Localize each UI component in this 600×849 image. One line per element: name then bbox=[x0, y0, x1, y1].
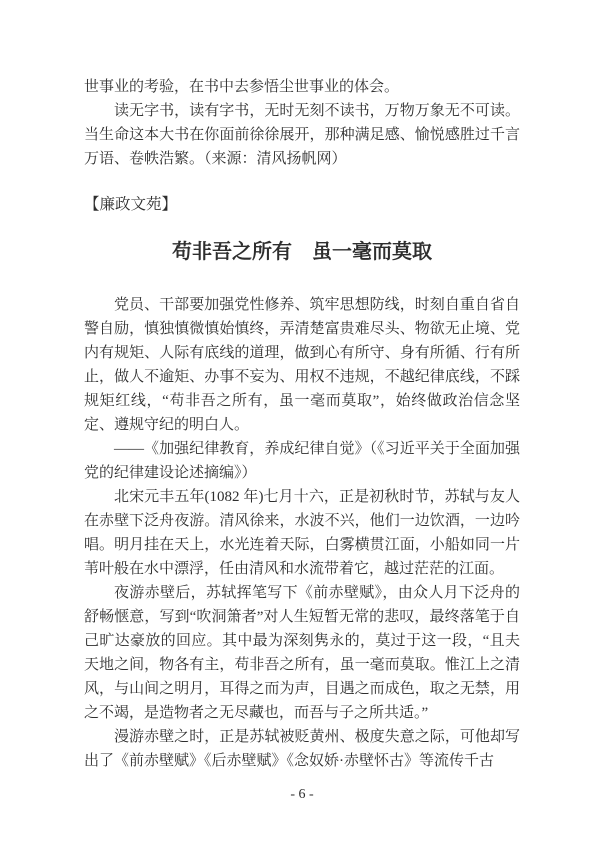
intro-section bbox=[84, 75, 520, 171]
article-body bbox=[84, 293, 520, 773]
paragraph: 漫游赤壁之时，正是苏轼被贬黄州、极度失意之际，可他却写出了《前赤壁赋》《后赤壁赋》《念奴娇·赤壁怀古》等流传千古 bbox=[84, 729, 520, 769]
paragraph: 读无字书，读有字书，无时无刻不读书，万物万象无不可读。当生命这本大书在你面前徐徐展开，那种满足感、愉悦感胜过千言万语、卷帙浩繁。（来源：清风扬帆网） bbox=[84, 103, 520, 167]
section-header: 【廉政文苑】 bbox=[84, 196, 178, 213]
paragraph: 党员、干部要加强党性修养、筑牢思想防线，时刻自重自省自警自励，慎独慎微慎始慎终，弄清楚富贵难尽头、物欲无止境、党内有规矩、人际有底线的道理，做到心有所守、身有所循、行有所止，做人不逾矩、办事不妄为、用权不违规，不越纪律底线，不踩规矩红线，“苟非吾之所有，虽一毫而莫取”，始终做政治信念坚定、遵规守纪的明白人。 bbox=[84, 297, 520, 433]
paragraph: 世事业的考验，在书中去参悟尘世事业的体会。 bbox=[84, 79, 400, 95]
page-footer bbox=[84, 783, 520, 807]
paragraph: 北宋元丰五年(1082 年)七月十六，正是初秋时节，苏轼与友人在赤壁下泛舟夜游。清风徐来，水波不兴，他们一边饮酒，一边吟唱。明月挂在天上，水光连着天际，白雾横贯江面，小船如同一片苇叶般在水中漂浮，任由清风和水流带着它，越过茫茫的江面。 bbox=[84, 489, 520, 577]
paragraph: ——《加强纪律教育，养成纪律自觉》（《习近平关于全面加强党的纪律建设论述摘编》） bbox=[84, 441, 520, 481]
article-title: 苟非吾之所有 虽一毫而莫取 bbox=[172, 241, 432, 263]
paragraph: 夜游赤壁后，苏轼挥笔写下《前赤壁赋》，由众人月下泛舟的舒畅惬意，写到“吹洞箫者”对人生短暂无常的悲叹，最终落笔于自己旷达豪放的回应。其中最为深刻隽永的，莫过于这一段，“且夫天地之间，物各有主，苟非吾之所有，虽一毫而莫取。惟江上之清风，与山间之明月，耳得之而为声，目遇之而成色，取之无禁，用之不竭，是造物者之无尽藏也，而吾与子之所共适。” bbox=[84, 585, 520, 721]
page-number: - 6 - bbox=[290, 787, 314, 802]
